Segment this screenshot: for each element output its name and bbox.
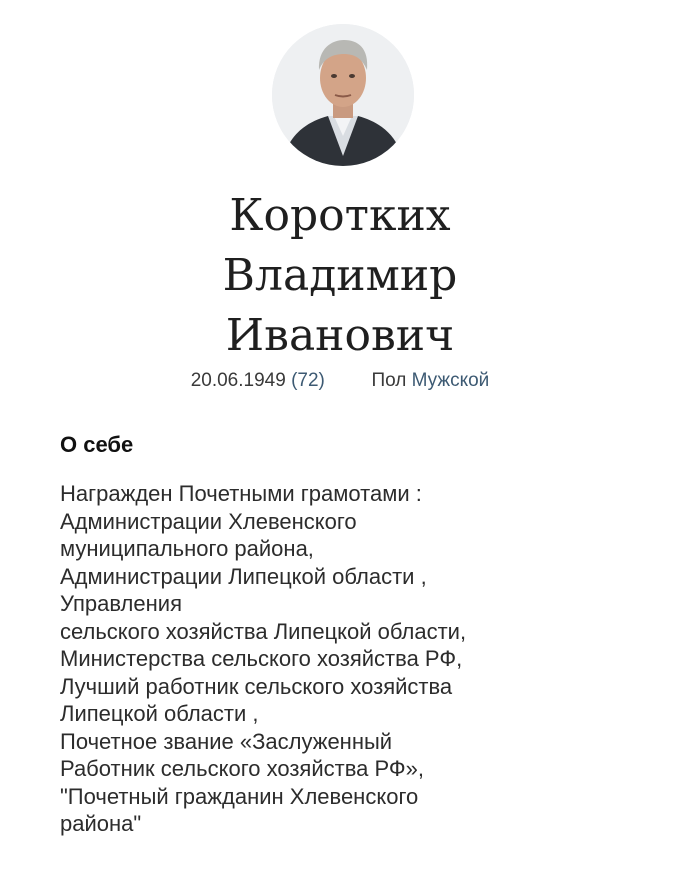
about-line: Администрации Липецкой области , bbox=[60, 563, 427, 589]
about-line: муниципального района, bbox=[60, 536, 314, 561]
about-line: "Почетный гражданин Хлевенского bbox=[60, 783, 419, 809]
profile-name bbox=[0, 186, 680, 366]
about-text bbox=[60, 480, 660, 838]
person-photo-icon bbox=[272, 24, 414, 166]
gender-value: Мужской bbox=[411, 370, 490, 391]
name-line-surname: Коротких bbox=[229, 190, 451, 241]
about-line: Почетное звание «Заслуженный bbox=[60, 728, 393, 754]
about-line: Администрации Хлевенского bbox=[60, 508, 357, 534]
name-line-first: Владимир bbox=[222, 250, 458, 301]
name-line-patronymic: Иванович bbox=[225, 310, 455, 361]
about-line: Лучший работник сельского хозяйства bbox=[60, 673, 453, 699]
about-line: сельского хозяйства Липецкой области, bbox=[60, 618, 467, 644]
profile-meta bbox=[0, 370, 680, 392]
about-line: Управления bbox=[60, 591, 182, 616]
about-title: О себе bbox=[60, 432, 134, 457]
about-line: Липецкой области , bbox=[60, 701, 259, 726]
about-line: района" bbox=[60, 811, 142, 836]
about-line: Министерства сельского хозяйства РФ, bbox=[60, 646, 463, 671]
profile-photo bbox=[272, 24, 414, 166]
age: (72) bbox=[291, 370, 325, 391]
gender-label: Пол bbox=[371, 370, 407, 391]
about-line: Работник сельского хозяйства РФ», bbox=[60, 756, 424, 781]
birth-date: 20.06.1949 bbox=[190, 370, 286, 391]
about-line: Награжден Почетными грамотами : bbox=[60, 481, 422, 506]
